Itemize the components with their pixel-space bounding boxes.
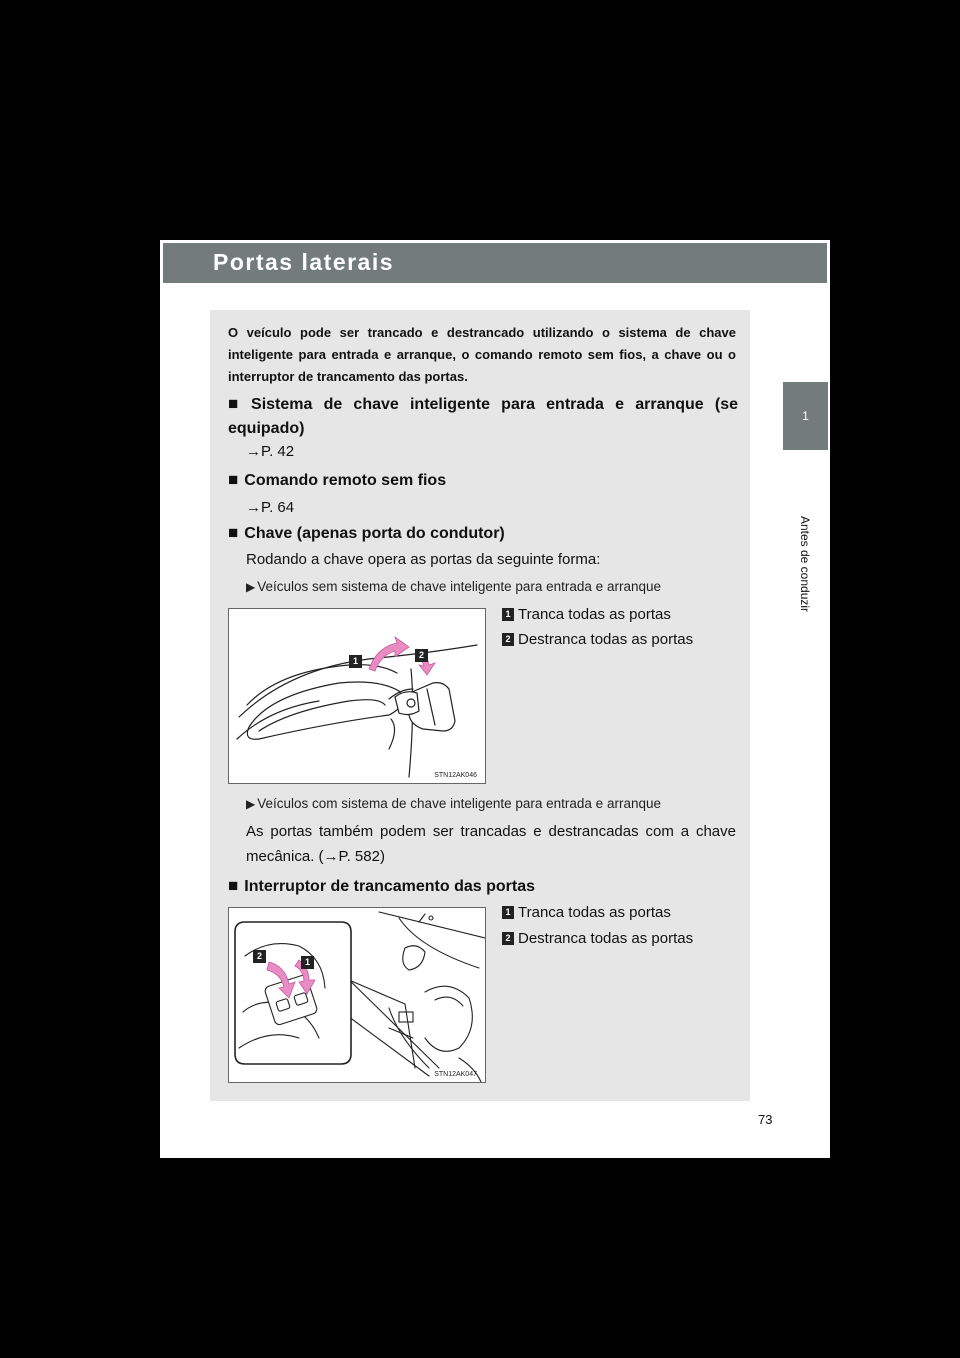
- case-without-smart-key: [246, 579, 661, 594]
- number-badge: 2: [502, 633, 514, 646]
- item-label: Destranca todas as portas: [518, 930, 694, 947]
- section-switch-heading-text: Interruptor de trancamento das portas: [244, 878, 535, 895]
- square-bullet-icon: ■: [228, 523, 239, 542]
- mechanical-key-note: As portas também podem ser trancadas e destrancadas com a chave mecânica. (→P. 582): [246, 823, 736, 865]
- title-bar: [163, 243, 827, 283]
- section-key-heading-text: Chave (apenas porta do condutor): [244, 525, 505, 542]
- square-bullet-icon: ■: [228, 876, 239, 895]
- door-lock-switch-illustration: [229, 908, 485, 1082]
- chapter-tab: [783, 382, 828, 450]
- item-label: Tranca todas as portas: [518, 904, 671, 921]
- chapter-label-vertical: [798, 454, 812, 674]
- switch-item-unlock: [502, 930, 693, 947]
- section-smart-key-heading: [228, 392, 738, 441]
- section-remote-heading-text: Comando remoto sem fios: [244, 472, 447, 489]
- section-smart-key-heading-text: Sistema de chave inteligente para entrada e arranque (se equipado): [228, 396, 738, 437]
- switch-item-lock: [502, 904, 671, 921]
- item-label: Tranca todas as portas: [518, 606, 671, 623]
- key-item-unlock: [502, 631, 693, 648]
- number-badge: 2: [502, 932, 514, 945]
- figure-lock-switch: [228, 907, 486, 1083]
- section-switch-heading: [228, 874, 738, 899]
- chapter-label: Antes de conduzir: [798, 515, 812, 613]
- key-description: Rodando a chave opera as portas da seguinte forma:: [246, 551, 601, 568]
- section-key-heading: [228, 521, 738, 546]
- callout-1: 1: [349, 655, 362, 668]
- number-badge: 1: [502, 608, 514, 621]
- callout-1: 1: [301, 956, 314, 969]
- case-with-smart-key: [246, 796, 661, 811]
- case-label: Veículos com sistema de chave inteligente para entrada e arranque: [257, 796, 661, 811]
- manual-page: [160, 240, 830, 1158]
- item-label: Destranca todas as portas: [518, 631, 694, 648]
- triangle-bullet-icon: ▶: [246, 580, 256, 594]
- callout-2: 2: [253, 950, 266, 963]
- number-badge: 1: [502, 906, 514, 919]
- callout-2: 2: [415, 649, 428, 662]
- page-number: 73: [758, 1112, 773, 1127]
- chapter-number: 1: [802, 409, 809, 423]
- content-box: [210, 310, 750, 1101]
- case-label: Veículos sem sistema de chave inteligente para entrada e arranque: [257, 579, 661, 594]
- figure-door-handle-key: [228, 608, 486, 784]
- key-item-lock: [502, 606, 671, 623]
- figure-code: STN12AK046: [434, 772, 477, 779]
- triangle-bullet-icon: ▶: [246, 797, 256, 811]
- page-ref-link[interactable]: →P. 64: [246, 499, 295, 516]
- intro-paragraph: O veículo pode ser trancado e destrancado utilizando o sistema de chave inteligente para entrada e arranque, o comando remoto sem fios, a chave ou o interruptor de trancamento das portas.: [228, 325, 736, 384]
- page-ref-link[interactable]: →P. 42: [246, 443, 295, 460]
- section-remote-heading: [228, 468, 738, 493]
- square-bullet-icon: ■: [228, 394, 246, 413]
- square-bullet-icon: ■: [228, 470, 239, 489]
- page-title: Portas laterais: [213, 249, 395, 275]
- door-handle-key-illustration: [229, 609, 485, 783]
- figure-code: STN12AK047: [434, 1071, 477, 1078]
